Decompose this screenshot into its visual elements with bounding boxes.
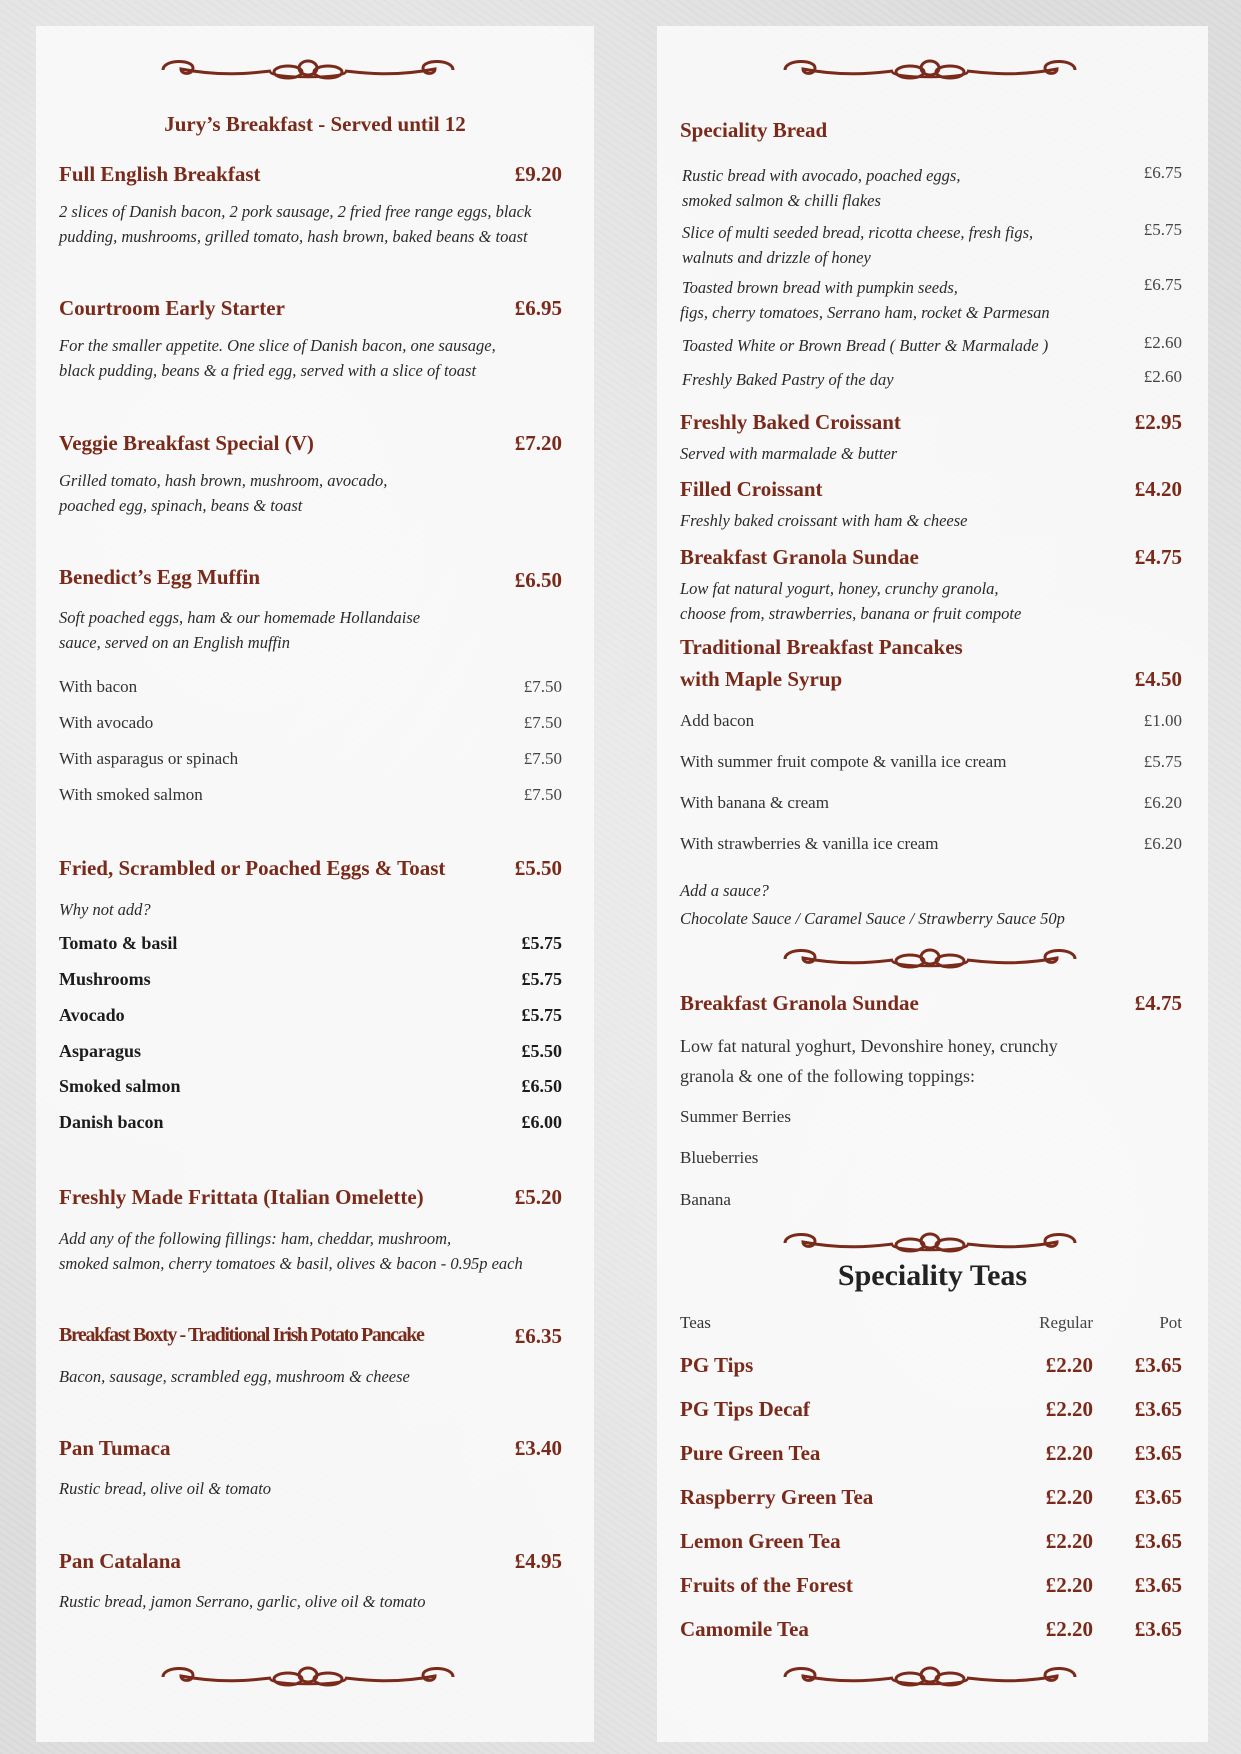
item-desc: Low fat natural yogurt, honey, crunchy granola, <box>680 579 999 598</box>
addon-label: Avocado <box>59 1005 125 1025</box>
option-label: With smoked salmon <box>59 785 203 804</box>
item-price: £3.40 <box>514 1436 562 1460</box>
item-title: Full English Breakfast <box>59 162 261 186</box>
tea-regular-price: £2.20 <box>1045 1397 1093 1421</box>
tea-regular-price: £2.20 <box>1045 1441 1093 1465</box>
option-price: £1.00 <box>1143 711 1182 730</box>
pot-column-label: Pot <box>1159 1313 1182 1332</box>
tea-pot-price: £3.65 <box>1134 1485 1182 1509</box>
option-price: £7.50 <box>523 677 562 696</box>
sauce-note: Add a sauce? <box>680 881 769 900</box>
bread-desc: figs, cherry tomatoes, Serrano ham, rocket & Parmesan <box>680 303 1050 322</box>
topping-label: Blueberries <box>680 1148 759 1167</box>
addon-label: Smoked salmon <box>59 1076 181 1096</box>
section-title-speciality-bread: Speciality Bread <box>680 118 828 142</box>
item-price: £4.20 <box>1134 477 1182 501</box>
tea-pot-price: £3.65 <box>1134 1441 1182 1465</box>
item-price: £9.20 <box>514 162 562 186</box>
bread-price: £6.75 <box>1143 275 1182 294</box>
item-title: Courtroom Early Starter <box>59 296 285 320</box>
item-price: £6.95 <box>514 296 562 320</box>
tea-pot-price: £3.65 <box>1134 1617 1182 1641</box>
flourish-ornament-icon <box>775 55 1085 85</box>
item-price: £2.95 <box>1134 410 1182 434</box>
item-title: with Maple Syrup <box>680 667 843 691</box>
bread-price: £5.75 <box>1143 220 1182 239</box>
addon-price: £6.00 <box>521 1112 562 1132</box>
item-price: £5.20 <box>514 1185 562 1209</box>
addon-price: £5.75 <box>521 969 562 989</box>
tea-pot-price: £3.65 <box>1134 1397 1182 1421</box>
sauce-note: Chocolate Sauce / Caramel Sauce / Strawberry Sauce 50p <box>680 909 1065 928</box>
item-desc: black pudding, beans & a fried egg, served with a slice of toast <box>59 361 477 380</box>
item-price: £4.75 <box>1134 545 1182 569</box>
item-desc: sauce, served on an English muffin <box>59 633 290 652</box>
tea-regular-price: £2.20 <box>1045 1353 1093 1377</box>
option-price: £5.75 <box>1143 752 1182 771</box>
bread-price: £2.60 <box>1143 367 1182 386</box>
tea-name: PG Tips Decaf <box>680 1397 810 1421</box>
option-label: With asparagus or spinach <box>59 749 239 768</box>
tea-regular-price: £2.20 <box>1045 1617 1093 1641</box>
section-header-breakfast: Jury’s Breakfast - Served until 12 <box>164 112 466 136</box>
tea-pot-price: £3.65 <box>1134 1353 1182 1377</box>
tea-regular-price: £2.20 <box>1045 1573 1093 1597</box>
item-price: £5.50 <box>514 856 562 880</box>
tea-name: Camomile Tea <box>680 1617 809 1641</box>
bread-desc: Rustic bread with avocado, poached eggs, <box>682 166 961 185</box>
flourish-ornament-icon <box>153 1662 463 1692</box>
item-desc: choose from, strawberries, banana or fruit compote <box>680 604 1022 623</box>
option-label: With bacon <box>59 677 138 696</box>
bread-desc: Slice of multi seeded bread, ricotta cheese, fresh figs, <box>682 223 1034 242</box>
flourish-ornament-icon <box>775 1228 1085 1258</box>
addon-price: £6.50 <box>521 1076 562 1096</box>
addon-price: £5.75 <box>521 1005 562 1025</box>
addon-label: Danish bacon <box>59 1112 164 1132</box>
item-title: Pan Catalana <box>59 1549 181 1573</box>
item-title: Filled Croissant <box>680 477 823 501</box>
option-label: Add bacon <box>680 711 755 730</box>
item-title: Breakfast Granola Sundae <box>680 991 919 1015</box>
item-desc: smoked salmon, cherry tomatoes & basil, olives & bacon - 0.95p each <box>59 1254 523 1273</box>
item-title: Pan Tumaca <box>59 1436 171 1460</box>
item-desc: granola & one of the following toppings: <box>680 1066 975 1086</box>
option-price: £6.20 <box>1143 834 1182 853</box>
bread-desc: Toasted White or Brown Bread ( Butter & Marmalade ) <box>682 336 1049 355</box>
item-title: Veggie Breakfast Special (V) <box>59 431 314 455</box>
bread-desc: smoked salmon & chilli flakes <box>682 191 881 210</box>
bread-desc: walnuts and drizzle of honey <box>682 248 871 267</box>
item-desc: Grilled tomato, hash brown, mushroom, avocado, <box>59 471 388 490</box>
item-price: £6.35 <box>514 1324 562 1348</box>
option-price: £7.50 <box>523 785 562 804</box>
tea-name: Raspberry Green Tea <box>680 1485 874 1509</box>
item-title: Freshly Made Frittata (Italian Omelette) <box>59 1185 424 1209</box>
addon-label: Asparagus <box>59 1041 142 1061</box>
tea-name: Pure Green Tea <box>680 1441 821 1465</box>
item-price: £4.50 <box>1134 667 1182 691</box>
bread-desc: Toasted brown bread with pumpkin seeds, <box>682 278 958 297</box>
addon-price: £5.50 <box>521 1041 562 1061</box>
flourish-ornament-icon <box>775 1662 1085 1692</box>
item-title: Fried, Scrambled or Poached Eggs & Toast <box>59 856 446 880</box>
item-desc: Served with marmalade & butter <box>680 444 898 463</box>
item-desc: Soft poached eggs, ham & our homemade Hollandaise <box>59 608 421 627</box>
item-desc: Low fat natural yoghurt, Devonshire honey, crunchy <box>680 1036 1058 1056</box>
item-price: £4.95 <box>514 1549 562 1573</box>
option-label: With avocado <box>59 713 154 732</box>
bread-price: £6.75 <box>1143 163 1182 182</box>
option-label: With summer fruit compote & vanilla ice cream <box>680 752 1007 771</box>
option-label: With banana & cream <box>680 793 829 812</box>
option-price: £7.50 <box>523 749 562 768</box>
topping-label: Banana <box>680 1190 731 1209</box>
item-price: £6.50 <box>514 568 562 592</box>
flourish-ornament-icon <box>775 944 1085 974</box>
option-price: £6.20 <box>1143 793 1182 812</box>
teas-heading: Speciality Teas <box>837 1259 1028 1292</box>
item-title: Breakfast Granola Sundae <box>680 545 919 569</box>
item-desc: poached egg, spinach, beans & toast <box>59 496 303 515</box>
topping-label: Summer Berries <box>680 1107 791 1126</box>
bread-price: £2.60 <box>1143 333 1182 352</box>
item-title: Freshly Baked Croissant <box>680 410 901 434</box>
tea-pot-price: £3.65 <box>1134 1573 1182 1597</box>
tea-regular-price: £2.20 <box>1045 1485 1093 1509</box>
addon-label: Tomato & basil <box>59 933 178 953</box>
tea-pot-price: £3.65 <box>1134 1529 1182 1553</box>
bread-desc: Freshly Baked Pastry of the day <box>682 370 894 389</box>
item-title: Traditional Breakfast Pancakes <box>680 635 963 659</box>
item-note: Why not add? <box>59 900 151 919</box>
item-price: £4.75 <box>1134 991 1182 1015</box>
item-desc: Bacon, sausage, scrambled egg, mushroom & cheese <box>59 1367 410 1386</box>
option-price: £7.50 <box>523 713 562 732</box>
tea-regular-price: £2.20 <box>1045 1529 1093 1553</box>
tea-name: PG Tips <box>680 1353 754 1377</box>
item-desc: Freshly baked croissant with ham & cheese <box>680 511 968 530</box>
item-price: £7.20 <box>514 431 562 455</box>
item-title: Benedict’s Egg Muffin <box>59 565 261 589</box>
item-desc: pudding, mushrooms, grilled tomato, hash brown, baked beans & toast <box>59 227 528 246</box>
tea-name: Fruits of the Forest <box>680 1573 853 1597</box>
item-title: Breakfast Boxty - Traditional Irish Potato Pancake <box>59 1324 424 1346</box>
item-desc: Rustic bread, olive oil & tomato <box>59 1479 272 1498</box>
addon-price: £5.75 <box>521 933 562 953</box>
item-desc: Add any of the following fillings: ham, cheddar, mushroom, <box>59 1229 452 1248</box>
addon-label: Mushrooms <box>59 969 151 989</box>
item-desc: 2 slices of Danish bacon, 2 pork sausage, 2 fried free range eggs, black <box>59 202 532 221</box>
regular-column-label: Regular <box>1039 1313 1093 1332</box>
item-desc: Rustic bread, jamon Serrano, garlic, olive oil & tomato <box>59 1592 426 1611</box>
option-label: With strawberries & vanilla ice cream <box>680 834 939 853</box>
tea-name: Lemon Green Tea <box>680 1529 841 1553</box>
item-desc: For the smaller appetite. One slice of Danish bacon, one sausage, <box>59 336 496 355</box>
teas-column-label: Teas <box>680 1313 711 1332</box>
flourish-ornament-icon <box>153 55 463 85</box>
